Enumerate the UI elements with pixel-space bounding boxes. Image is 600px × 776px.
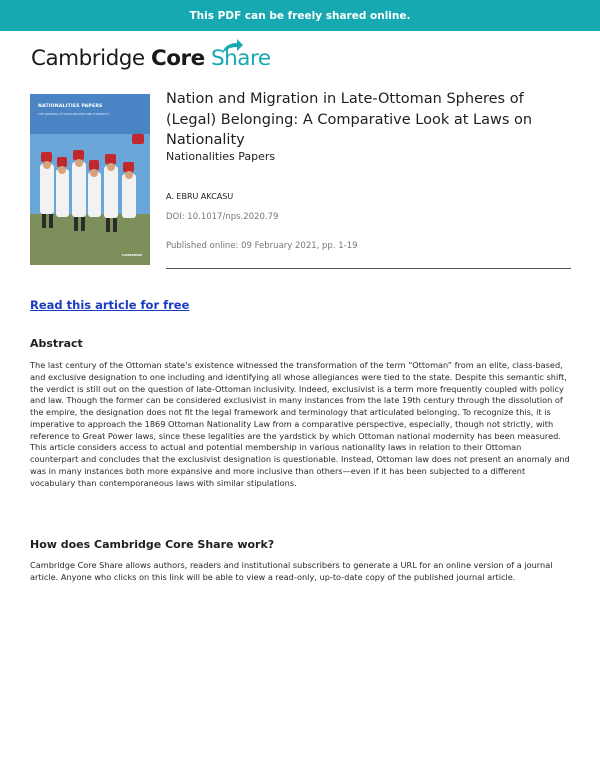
abstract-heading: Abstract <box>30 337 83 350</box>
divider <box>166 268 571 269</box>
read-article-link[interactable]: Read this article for free <box>30 298 190 312</box>
share-arrow-icon <box>220 38 244 56</box>
cover-publisher: CAMBRIDGE <box>121 253 142 257</box>
abstract-text: The last century of the Ottoman state’s existence witnessed the transformation of the term “Ottoman” from an elite, class-based, and exclusive designation to one including and identifying all whose allegiances were tied to the state. Despite this semantic shift, the verdict is still out on the question of late-Ottoman inclusivity. Indeed, exclusivist is a term more frequently coupled with policy and law. Though the former can be considered exclusivist in many instances from the late 19th century through the dissolution of the empire, the designation does not fit the legal framework and terminology that articulated belonging. To recognize this, it is imperative to approach the 1869 Ottoman Nationality Law from a comparative perspective, especially, though not strictly, with reference to Great Power laws, since these legalities are the yardstick by which Ottoman national modernity has been measured. This article considers access to actual and potential membership in various nationality laws in relation to their Ottoman counterpart and concludes that the exclusivist designation is questionable. Instead, Ottoman law does not present an anomaly and was in many instances both more expansive and more inclusive than others—even if it has been subjected to a different vocabulary than contemporaneous laws with similar stipulations. <box>30 360 570 488</box>
cover-subtitle: THE JOURNAL OF NATIONALISM AND ETHNICITY <box>38 112 110 116</box>
logo-part-cambridge: Cambridge <box>31 46 151 71</box>
article-title: Nation and Migration in Late-Ottoman Spheres of (Legal) Belonging: A Comparative Look at Laws on Nationality <box>166 91 533 148</box>
journal-cover-image <box>30 94 150 265</box>
logo-part-core: Core <box>150 46 205 71</box>
cover-title: NATIONALITIES PAPERS <box>38 104 103 109</box>
logo-part-share: Share <box>204 46 271 71</box>
banner-text: This PDF can be freely shared online. <box>189 9 411 22</box>
publication-info: Published online: 09 February 2021, pp. 1-19 <box>166 241 358 251</box>
how-it-works-text: Cambridge Core Share allows authors, readers and institutional subscribers to generate a URL for an online version of a journal article. Anyone who clicks on this link will be able to view a read-only, up-to-date copy of the published journal article. <box>30 560 553 582</box>
article-author: A. EBRU AKCASU <box>166 192 234 201</box>
article-doi: DOI: 10.1017/nps.2020.79 <box>166 212 279 222</box>
share-banner <box>0 0 600 31</box>
journal-name: Nationalities Papers <box>166 150 276 163</box>
cover-photo <box>30 94 150 265</box>
cambridge-core-share-logo <box>31 38 271 74</box>
how-it-works-heading: How does Cambridge Core Share work? <box>30 538 275 551</box>
